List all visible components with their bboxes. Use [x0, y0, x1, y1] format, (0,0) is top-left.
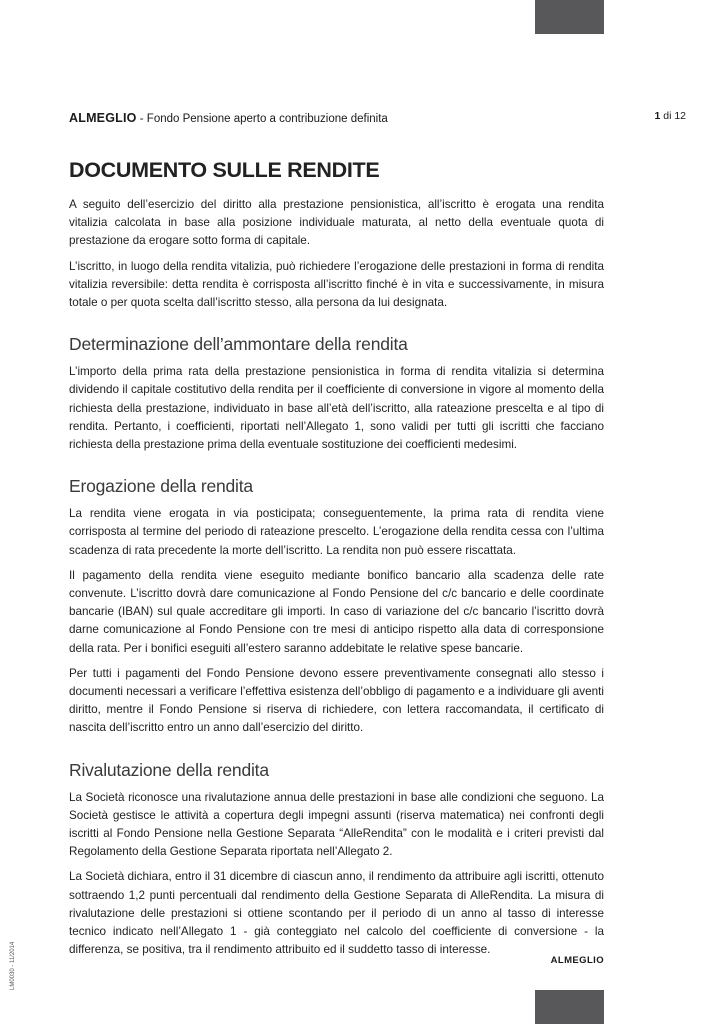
- page-total: di 12: [660, 110, 686, 122]
- top-page-tab: [535, 0, 604, 34]
- header-brand: ALMEGLIO: [69, 111, 137, 125]
- intro-paragraph: L’iscritto, in luogo della rendita vitalizia, può richiedere l’erogazione delle prestazioni in forma di rendita vitalizia reversibile: detta rendita è corrisposta all’iscritto finché è in vita e successivamente, in misura totale o per quota scelta dall’iscritto stesso, alla persona da lui designata.: [69, 259, 604, 310]
- document-body: [69, 158, 604, 967]
- footer-document-code: LM0030 - 11/2014: [10, 941, 16, 990]
- page-number: [654, 110, 686, 122]
- section-paragraph: Per tutti i pagamenti del Fondo Pensione devono essere preventivamente consegnati allo stesso i documenti necessari a verificare l’effettiva esistenza dell’obbligo di pagamento e a individuare gli aventi diritto, mentre il Fondo Pensione si riserva di richiedere, con lettera raccomandata, il certificato di nascita dell’iscritto entro un anno dall’esercizio del diritto.: [69, 666, 604, 735]
- intro-paragraph: A seguito dell’esercizio del diritto alla prestazione pensionistica, all’iscritto è erogata una rendita vitalizia calcolata in base alla posizione individuale maturata, al netto della eventuale quota di prestazione da erogare sotto forma di capitale.: [69, 198, 604, 248]
- section-paragraph: Il pagamento della rendita viene eseguito mediante bonifico bancario alla scadenza delle rate convenute. L’iscritto dovrà dare comunicazione al Fondo Pensione del c/c bancario e delle coordinate bancarie (IBAN) sul quale accreditare gli importi. In caso di variazione del c/c bancario l’iscritto dovrà darne comunicazione al Fondo Pensione con tre mesi di anticipo rispetto alla data di corresponsione della rata. Per i bonifici eseguiti all’estero saranno addebitate le relative spese bancarie.: [69, 568, 604, 655]
- document-title: DOCUMENTO SULLE RENDITE: [69, 158, 380, 182]
- bottom-page-tab: [535, 990, 604, 1024]
- section-heading-rivalutazione: Rivalutazione della rendita: [69, 759, 269, 780]
- section-paragraph: La Società dichiara, entro il 31 dicembre di ciascun anno, il rendimento da attribuire agli iscritti, ottenuto sottraendo 1,2 punti percentuali dal rendimento della Gestione Separata di AlleRendita. La misura di rivalutazione delle prestazioni si ottiene scontando per il periodo di un anno al tasso di interesse tecnico indicato nell’Allegato 1 - già conteggiato nel calcolo del coefficiente di conversione - la differenza, se positiva, tra il rendimento attribuito ed il suddetto tasso di interesse.: [69, 870, 604, 957]
- header-subtitle: - Fondo Pensione aperto a contribuzione definita: [136, 113, 388, 125]
- section-paragraph: La Società riconosce una rivalutazione annua delle prestazioni in base alle condizioni che seguono. La Società gestisce le attività a copertura degli impegni assunti (riserva matematica) nei confronti degli iscritti al Fondo Pensione nella Gestione Separata “AlleRendita” con le modalità e i criteri previsti dal Regolamento della Gestione Separata riportata nell’Allegato 2.: [69, 790, 604, 859]
- section-heading-determinazione: Determinazione dell’ammontare della rendita: [69, 334, 408, 355]
- section-paragraph: L’importo della prima rata della prestazione pensionistica in forma di rendita vitalizia si determina dividendo il capitale costitutivo della rendita per il coefficiente di conversione in vigore al momento della richiesta della prestazione, individuato in base all’età dell’iscritto, alla rateazione prescelta e al tipo di rendita. Pertanto, i coefficienti, riportati nell’Allegato 1, sono validi per tutti gli iscritti che facciano richiesta della prestazione prima della eventuale sostituzione dei coefficienti medesimi.: [69, 365, 604, 452]
- section-heading-erogazione: Erogazione della rendita: [69, 476, 253, 497]
- page-current: 1: [654, 110, 661, 122]
- page-header: [69, 109, 686, 129]
- section-paragraph: La rendita viene erogata in via posticipata; conseguentemente, la prima rata di rendita viene corrisposta al termine del periodo di rateazione prescelto. L’erogazione della rendita cessa con l’ultima scadenza di rata precedente la morte dell’iscritto. La rendita non può essere riscattata.: [69, 507, 604, 557]
- footer-brand: ALMEGLIO: [550, 955, 604, 966]
